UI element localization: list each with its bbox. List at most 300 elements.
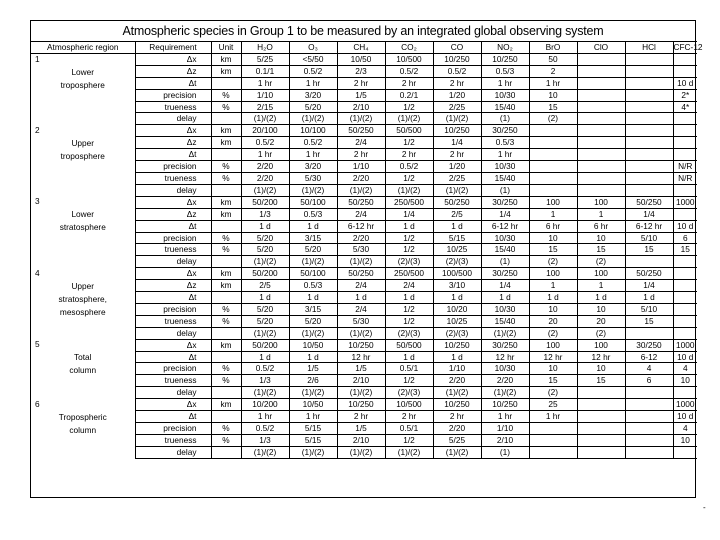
cell-co: 2/20	[433, 423, 481, 435]
cell-hcl	[625, 53, 673, 65]
cell-clo	[577, 387, 625, 399]
cell-no2: 15/40	[481, 101, 529, 113]
cell-no2: 15/40	[481, 244, 529, 256]
cell-no2: 1/4	[481, 280, 529, 292]
cell-co2: 1/2	[385, 137, 433, 149]
cell-hcl	[625, 434, 673, 446]
cell-requirement: Δx	[135, 399, 211, 411]
cell-cfc12: 10 d	[673, 411, 697, 423]
cell-bro	[529, 161, 577, 173]
cell-bro: 100	[529, 339, 577, 351]
cell-co2: 2 hr	[385, 149, 433, 161]
region-number: 4	[35, 267, 40, 278]
cell-co2: 0.5/2	[385, 65, 433, 77]
cell-co: 1/20	[433, 161, 481, 173]
cell-clo	[577, 113, 625, 125]
cell-hcl: 6-12 hr	[625, 220, 673, 232]
cell-bro: 100	[529, 268, 577, 280]
cell-o3: 1/5	[289, 363, 337, 375]
cell-co: 10/250	[433, 125, 481, 137]
cell-o3: 5/30	[289, 172, 337, 184]
cell-bro	[529, 149, 577, 161]
cell-cfc12: 15	[673, 244, 697, 256]
cell-cfc12	[673, 184, 697, 196]
cell-requirement: precision	[135, 303, 211, 315]
cell-ch4: 10/250	[337, 339, 385, 351]
cell-unit: %	[211, 303, 241, 315]
cell-ch4: 50/250	[337, 268, 385, 280]
cell-co: 10/250	[433, 399, 481, 411]
cell-h2o: 50/200	[241, 196, 289, 208]
region-number: 6	[35, 398, 40, 409]
table-row	[31, 339, 697, 351]
region-cell	[31, 399, 135, 459]
cell-co2: 10/500	[385, 53, 433, 65]
cell-no2: 1 hr	[481, 77, 529, 89]
cell-h2o: (1)/(2)	[241, 446, 289, 458]
cell-unit: %	[211, 161, 241, 173]
cell-co: 2/5	[433, 208, 481, 220]
cell-bro: 1 hr	[529, 411, 577, 423]
cell-h2o: (1)/(2)	[241, 113, 289, 125]
cell-requirement: delay	[135, 113, 211, 125]
cell-bro: 1 hr	[529, 77, 577, 89]
region-name: troposphere	[60, 79, 105, 90]
cell-o3: (1)/(2)	[289, 327, 337, 339]
cell-clo: 100	[577, 339, 625, 351]
cell-h2o: 50/200	[241, 268, 289, 280]
cell-hcl: 50/250	[625, 268, 673, 280]
cell-co: 2/25	[433, 101, 481, 113]
cell-clo	[577, 65, 625, 77]
cell-cfc12: 1000	[673, 399, 697, 411]
region-name: column	[69, 365, 97, 376]
region-name: Upper	[71, 137, 95, 148]
cell-ch4: (1)/(2)	[337, 327, 385, 339]
cell-clo	[577, 446, 625, 458]
cell-no2: 2/10	[481, 434, 529, 446]
cell-requirement: Δx	[135, 125, 211, 137]
cell-co: 2 hr	[433, 149, 481, 161]
cell-h2o: 0.1/1	[241, 65, 289, 77]
cell-co: (1)/(2)	[433, 446, 481, 458]
cell-unit: km	[211, 208, 241, 220]
cell-hcl	[625, 411, 673, 423]
cell-cfc12: 1000	[673, 339, 697, 351]
cell-hcl	[625, 101, 673, 113]
cell-requirement: Δz	[135, 280, 211, 292]
cell-co: 5/15	[433, 232, 481, 244]
cell-unit	[211, 292, 241, 304]
cell-bro	[529, 446, 577, 458]
cell-unit: km	[211, 399, 241, 411]
cell-cfc12	[673, 292, 697, 304]
cell-co: 1 d	[433, 351, 481, 363]
cell-co2: 1/2	[385, 172, 433, 184]
cell-no2: (1)	[481, 113, 529, 125]
cell-o3: 0.5/2	[289, 65, 337, 77]
cell-o3: 3/15	[289, 232, 337, 244]
cell-o3: 3/20	[289, 89, 337, 101]
cell-unit: km	[211, 196, 241, 208]
cell-clo	[577, 161, 625, 173]
cell-ch4: 2/10	[337, 101, 385, 113]
cell-bro: 10	[529, 363, 577, 375]
cell-unit	[211, 184, 241, 196]
cell-h2o: 20/100	[241, 125, 289, 137]
cell-h2o: 5/20	[241, 244, 289, 256]
cell-ch4: 12 hr	[337, 351, 385, 363]
cell-bro: 15	[529, 244, 577, 256]
cell-o3: 1 hr	[289, 411, 337, 423]
cell-bro: (2)	[529, 256, 577, 268]
cell-hcl	[625, 149, 673, 161]
cell-requirement: Δt	[135, 77, 211, 89]
cell-h2o: 1 d	[241, 220, 289, 232]
region-number: 3	[35, 196, 40, 207]
cell-cfc12	[673, 446, 697, 458]
cell-clo	[577, 434, 625, 446]
cell-co: 1/4	[433, 137, 481, 149]
cell-hcl	[625, 65, 673, 77]
cell-no2: 10/30	[481, 363, 529, 375]
cell-hcl	[625, 327, 673, 339]
cell-co2: 1/2	[385, 375, 433, 387]
cell-cfc12	[673, 303, 697, 315]
cell-o3: 3/20	[289, 161, 337, 173]
cell-cfc12	[673, 268, 697, 280]
cell-unit	[211, 387, 241, 399]
cell-h2o: 2/20	[241, 172, 289, 184]
cell-o3: (1)/(2)	[289, 446, 337, 458]
cell-o3: (1)/(2)	[289, 387, 337, 399]
cell-no2: 0.5/3	[481, 65, 529, 77]
cell-unit	[211, 446, 241, 458]
cell-cfc12	[673, 280, 697, 292]
cell-hcl: 15	[625, 244, 673, 256]
cell-bro	[529, 434, 577, 446]
cell-co: 2/25	[433, 172, 481, 184]
cell-requirement: precision	[135, 89, 211, 101]
cell-ch4: 2/10	[337, 375, 385, 387]
cell-cfc12: 10 d	[673, 220, 697, 232]
cell-cfc12	[673, 387, 697, 399]
header-hcl: HCl	[625, 42, 673, 54]
header-requirement: Requirement	[135, 42, 211, 54]
header-co: CO	[433, 42, 481, 54]
cell-o3: 1 d	[289, 351, 337, 363]
cell-hcl	[625, 387, 673, 399]
cell-co2: 1/2	[385, 244, 433, 256]
cell-bro: 1	[529, 280, 577, 292]
cell-h2o: (1)/(2)	[241, 327, 289, 339]
cell-co2: 1 d	[385, 220, 433, 232]
cell-unit: km	[211, 268, 241, 280]
cell-requirement: Δt	[135, 149, 211, 161]
cell-no2: (1)/(2)	[481, 387, 529, 399]
table-frame	[30, 20, 703, 498]
cell-hcl	[625, 399, 673, 411]
cell-clo: 10	[577, 232, 625, 244]
cell-bro: 15	[529, 375, 577, 387]
cell-no2: 10/250	[481, 53, 529, 65]
cell-unit: %	[211, 232, 241, 244]
cell-clo	[577, 172, 625, 184]
footer-mark: -	[703, 503, 706, 512]
cell-co: 3/10	[433, 280, 481, 292]
cell-requirement: Δz	[135, 208, 211, 220]
cell-ch4: 2/10	[337, 434, 385, 446]
cell-requirement: Δt	[135, 351, 211, 363]
cell-ch4: 10/50	[337, 53, 385, 65]
cell-no2: (1)	[481, 256, 529, 268]
cell-hcl: 15	[625, 315, 673, 327]
cell-h2o: 5/20	[241, 315, 289, 327]
cell-unit: km	[211, 137, 241, 149]
cell-requirement: trueness	[135, 172, 211, 184]
cell-hcl: 4	[625, 363, 673, 375]
cell-cfc12	[673, 125, 697, 137]
cell-requirement: delay	[135, 327, 211, 339]
cell-co2: 2 hr	[385, 411, 433, 423]
cell-h2o: 2/15	[241, 101, 289, 113]
cell-clo: 6 hr	[577, 220, 625, 232]
cell-ch4: (1)/(2)	[337, 113, 385, 125]
header-ch4: CH₄	[337, 42, 385, 54]
cell-co: 5/25	[433, 434, 481, 446]
cell-bro	[529, 125, 577, 137]
cell-h2o: 0.5/2	[241, 363, 289, 375]
cell-hcl: 5/10	[625, 303, 673, 315]
cell-co2: 0.5/1	[385, 423, 433, 435]
cell-h2o: (1)/(2)	[241, 184, 289, 196]
cell-requirement: precision	[135, 363, 211, 375]
cell-co: 50/250	[433, 196, 481, 208]
cell-bro: 1 d	[529, 292, 577, 304]
cell-requirement: precision	[135, 232, 211, 244]
cell-no2: 15/40	[481, 172, 529, 184]
cell-co: 1/10	[433, 363, 481, 375]
cell-ch4: 50/250	[337, 196, 385, 208]
cell-unit: %	[211, 101, 241, 113]
region-name: mesosphere	[59, 306, 106, 317]
cell-clo: 20	[577, 315, 625, 327]
cell-requirement: delay	[135, 446, 211, 458]
region-cell	[31, 339, 135, 399]
cell-bro	[529, 184, 577, 196]
cell-no2: 12 hr	[481, 351, 529, 363]
cell-requirement: trueness	[135, 101, 211, 113]
cell-hcl	[625, 113, 673, 125]
table-row	[31, 268, 697, 280]
region-name: troposphere	[60, 150, 105, 161]
cell-no2: (1)	[481, 184, 529, 196]
cell-h2o: (1)/(2)	[241, 387, 289, 399]
region-number: 1	[35, 53, 40, 64]
cell-clo	[577, 149, 625, 161]
cell-o3: (1)/(2)	[289, 113, 337, 125]
table-body	[31, 53, 697, 458]
cell-o3: 10/50	[289, 339, 337, 351]
cell-ch4: 1 d	[337, 292, 385, 304]
cell-h2o: 1/3	[241, 375, 289, 387]
cell-clo: 1	[577, 208, 625, 220]
cell-unit	[211, 327, 241, 339]
cell-requirement: precision	[135, 161, 211, 173]
cell-ch4: 10/250	[337, 399, 385, 411]
cell-o3: 0.5/3	[289, 208, 337, 220]
cell-o3: 3/15	[289, 303, 337, 315]
cell-ch4: 2/4	[337, 303, 385, 315]
cell-ch4: 1/10	[337, 161, 385, 173]
cell-ch4: 1/5	[337, 89, 385, 101]
cell-hcl	[625, 125, 673, 137]
cell-hcl: 5/10	[625, 232, 673, 244]
cell-co: 0.5/2	[433, 65, 481, 77]
cell-unit: %	[211, 89, 241, 101]
cell-cfc12	[673, 113, 697, 125]
cell-o3: 5/20	[289, 101, 337, 113]
cell-ch4: (1)/(2)	[337, 184, 385, 196]
region-cell	[31, 196, 135, 267]
cell-h2o: 5/25	[241, 53, 289, 65]
cell-cfc12: 10 d	[673, 77, 697, 89]
cell-h2o: 1/3	[241, 208, 289, 220]
cell-co: 1/20	[433, 89, 481, 101]
cell-clo: 15	[577, 244, 625, 256]
cell-bro: (2)	[529, 327, 577, 339]
cell-cfc12	[673, 208, 697, 220]
cell-h2o: 0.5/2	[241, 423, 289, 435]
cell-hcl: 1/4	[625, 208, 673, 220]
cell-o3: 1 d	[289, 292, 337, 304]
cell-unit: km	[211, 65, 241, 77]
region-name: Tropospheric	[58, 411, 107, 422]
cell-unit	[211, 351, 241, 363]
header-bro: BrO	[529, 42, 577, 54]
cell-ch4: 2/4	[337, 137, 385, 149]
table-row	[31, 125, 697, 137]
cell-hcl: 30/250	[625, 339, 673, 351]
cell-h2o: 1 d	[241, 292, 289, 304]
header-unit: Unit	[211, 42, 241, 54]
region-cell	[31, 125, 135, 196]
cell-requirement: Δt	[135, 411, 211, 423]
cell-co: (1)/(2)	[433, 184, 481, 196]
cell-ch4: (1)/(2)	[337, 256, 385, 268]
cell-unit: km	[211, 125, 241, 137]
cell-bro: 50	[529, 53, 577, 65]
header-clo: ClO	[577, 42, 625, 54]
cell-bro: 10	[529, 89, 577, 101]
cell-clo	[577, 423, 625, 435]
cell-o3: 10/50	[289, 399, 337, 411]
header-no2: NO₂	[481, 42, 529, 54]
cell-co: 2 hr	[433, 411, 481, 423]
cell-no2: 2/20	[481, 375, 529, 387]
cell-bro: 15	[529, 101, 577, 113]
cell-co2: 0.5/1	[385, 363, 433, 375]
cell-h2o: 2/5	[241, 280, 289, 292]
cell-clo: (2)	[577, 256, 625, 268]
cell-h2o: 0.5/2	[241, 137, 289, 149]
cell-co: 2/20	[433, 375, 481, 387]
cell-h2o: 10/200	[241, 399, 289, 411]
cell-h2o: 1 d	[241, 351, 289, 363]
cell-requirement: precision	[135, 423, 211, 435]
header-atmospheric-region: Atmospheric region	[31, 42, 135, 54]
cell-co2: (2)/(3)	[385, 256, 433, 268]
header-cfc12: CFC-12	[673, 42, 703, 52]
cell-ch4: 1/5	[337, 423, 385, 435]
cell-h2o: (1)/(2)	[241, 256, 289, 268]
cell-unit: %	[211, 172, 241, 184]
cell-no2: 15/40	[481, 315, 529, 327]
cell-hcl: 1/4	[625, 280, 673, 292]
cell-unit: %	[211, 434, 241, 446]
cell-unit	[211, 220, 241, 232]
cell-ch4: 2/3	[337, 65, 385, 77]
cell-clo: 1	[577, 280, 625, 292]
cell-no2: (1)/(2)	[481, 327, 529, 339]
cell-no2: 1/4	[481, 208, 529, 220]
cell-unit: %	[211, 315, 241, 327]
region-name: Lower	[71, 66, 95, 77]
cell-requirement: trueness	[135, 244, 211, 256]
cell-hcl	[625, 184, 673, 196]
region-name: stratosphere,	[58, 293, 107, 304]
cell-co: 1 d	[433, 292, 481, 304]
cell-h2o: 1/10	[241, 89, 289, 101]
cell-bro: 20	[529, 315, 577, 327]
cell-unit	[211, 256, 241, 268]
region-name: column	[69, 424, 97, 435]
cell-cfc12	[673, 327, 697, 339]
cell-hcl: 1 d	[625, 292, 673, 304]
cell-requirement: Δt	[135, 220, 211, 232]
cell-cfc12: 4	[673, 423, 697, 435]
cell-no2: 10/30	[481, 232, 529, 244]
cell-h2o: 1 hr	[241, 149, 289, 161]
cell-bro: 25	[529, 399, 577, 411]
cell-o3: 0.5/3	[289, 280, 337, 292]
cell-co: 10/20	[433, 303, 481, 315]
cell-co2: 0.5/2	[385, 161, 433, 173]
cell-clo: (2)	[577, 327, 625, 339]
cell-unit	[211, 411, 241, 423]
region-cell	[31, 53, 135, 124]
region-name: Lower	[71, 209, 95, 220]
cell-clo: 12 hr	[577, 351, 625, 363]
cell-clo: 10	[577, 303, 625, 315]
cell-no2: 30/250	[481, 125, 529, 137]
cell-ch4: 2 hr	[337, 149, 385, 161]
cell-co2: (1)/(2)	[385, 446, 433, 458]
cell-requirement: Δx	[135, 53, 211, 65]
cell-unit	[211, 77, 241, 89]
region-cell	[31, 268, 135, 339]
cell-no2: 1 d	[481, 292, 529, 304]
cell-unit: km	[211, 53, 241, 65]
cell-cfc12: N/R	[673, 161, 697, 173]
cell-clo	[577, 101, 625, 113]
cell-hcl	[625, 161, 673, 173]
cell-clo: 15	[577, 375, 625, 387]
cell-o3: 2/6	[289, 375, 337, 387]
cell-no2: 30/250	[481, 339, 529, 351]
header-o3: O₃	[289, 42, 337, 54]
cell-ch4: 2 hr	[337, 411, 385, 423]
